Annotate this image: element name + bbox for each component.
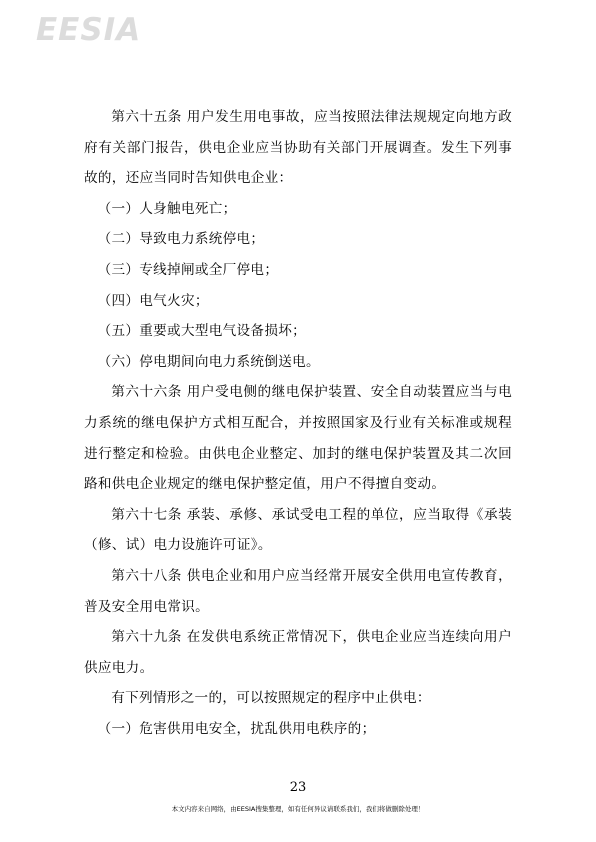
list-item: （六）停电期间向电力系统倒送电。 [97, 353, 320, 370]
article-69: 第六十九条 在发供电系统正常情况下，供电企业应当连续向用户供应电力。 [84, 629, 512, 676]
list-item: （一）危害供用电安全，扰乱供用电秩序的； [97, 720, 376, 737]
list-item: （四）电气火灾； [97, 292, 209, 309]
list-item: （一）人身触电死亡； [97, 200, 237, 217]
eesia-logo: EESIA [36, 12, 142, 48]
document-body [84, 102, 512, 744]
list-item: （三）专线掉闸或全厂停电； [97, 261, 279, 278]
suspension-intro: 有下列情形之一的，可以按照规定的程序中止供电： [111, 690, 431, 707]
article-68: 第六十八条 供电企业和用户应当经常开展安全供用电宣传教育，普及安全用电常识。 [84, 567, 512, 615]
page-number: 23 [289, 780, 307, 795]
footer-disclaimer: 本文内容来自网络，由EESIA搜集整理，如有任何异议请联系我们，我们将做删除处理！ [171, 805, 425, 813]
article-65: 第六十五条 用户发生用电事故，应当按照法律法规规定向地方政府有关部门报告，供电企业应当协助有关部门开展调查。发生下列事故的，还应当同时告知供电企业： [84, 109, 512, 187]
article-66: 第六十六条 用户受电侧的继电保护装置、安全自动装置应当与电力系统的继电保护方式相互配合，并按照国家及行业有关标准或规程进行整定和检验。由供电企业整定、加封的继电保护装置及其二次回路和供电企业规定的继电保护整定值，用户不得擅自变动。 [84, 384, 512, 493]
list-item: （二）导致电力系统停电； [97, 231, 265, 248]
article-67: 第六十七条 承装、承修、承试受电工程的单位，应当取得《承装（修、试）电力设施许可证》。 [84, 506, 512, 554]
list-item: （五）重要或大型电气设备损坏； [97, 323, 306, 340]
